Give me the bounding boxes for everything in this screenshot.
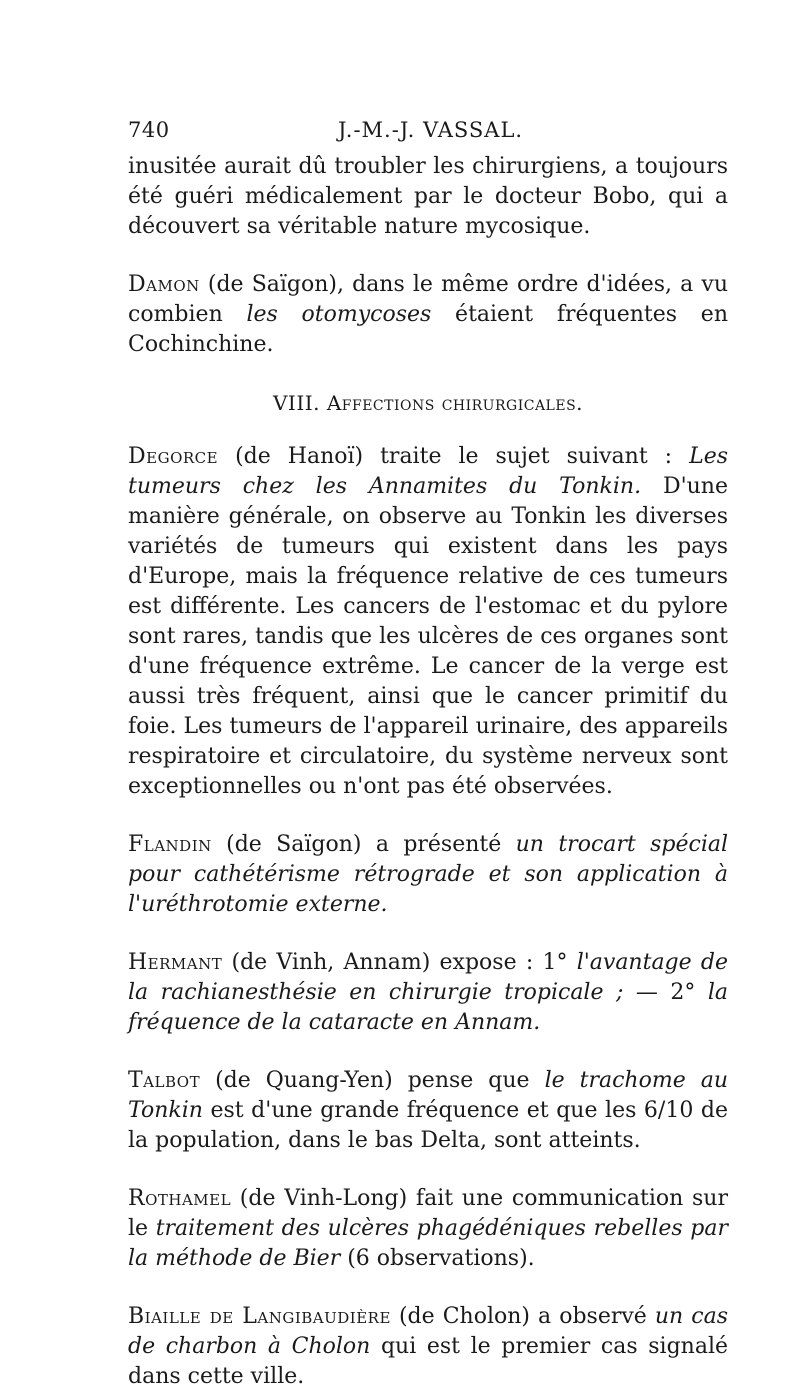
- paragraph-text: qui est le premier cas signalé dans cette ville.: [128, 1334, 729, 1389]
- paragraph-text: (6 observations).: [340, 1246, 535, 1271]
- paragraph-rothamel: [128, 1184, 728, 1274]
- paragraph-italic: l'avantage de la rachianesthésie en chirurgie tropicale ;: [128, 950, 728, 1005]
- page-header: [128, 118, 728, 152]
- paragraph-degorce: [128, 442, 728, 802]
- section-title: Affections chirurgicales.: [326, 391, 584, 415]
- paragraph-italic: un cas de charbon à Cholon: [128, 1304, 728, 1359]
- paragraph-text: (de Vinh-Long) fait une communication sur le: [128, 1186, 728, 1241]
- paragraph-italic: traitement des ulcères phagédéniques rebelles par la méthode de Bier: [128, 1216, 728, 1271]
- paragraph-italic: un trocart spécial pour cathétérisme rétrograde et son application à l'uréthrotomie externe.: [128, 832, 729, 917]
- paragraph-italic: les otomycoses: [246, 302, 432, 327]
- paragraph-flandin: [128, 830, 728, 920]
- paragraph-text: (de Quang-Yen) pense que: [200, 1068, 545, 1093]
- paragraph-italic: la fréquence de la cataracte en Annam.: [128, 980, 728, 1035]
- author-name: Rothamel: [128, 1186, 232, 1211]
- paragraph-text: (de Cholon) a observé: [390, 1304, 655, 1329]
- paragraph-text: (de Hanoï) traite le sujet suivant :: [218, 444, 690, 469]
- author-name: Biaille de Langibaudière: [128, 1304, 391, 1329]
- paragraph-text: étaient fréquentes en Cochinchine.: [128, 302, 728, 357]
- paragraph-italic: Les tumeurs chez les Annamites du Tonkin.: [128, 444, 728, 499]
- paragraph-text: (de Saïgon) a présenté: [211, 832, 516, 857]
- author-name: Flandin: [128, 832, 212, 857]
- author-name: Talbot: [128, 1068, 201, 1093]
- author-name: Damon: [128, 272, 200, 297]
- paragraph-text: est d'une grande fréquence et que les 6/10 de la population, dans le bas Delta, sont atteints.: [128, 1098, 728, 1153]
- running-head: J.-M.-J. VASSAL.: [338, 118, 524, 142]
- paragraph-text: (de Saïgon), dans le même ordre d'idées, a vu combien: [128, 272, 728, 327]
- section-heading: [128, 388, 728, 418]
- paragraph-text: — 2°: [623, 980, 708, 1005]
- paragraph-text: D'une manière générale, on observe au Tonkin les diverses variétés de tumeurs qui existent dans les pays d'Europe, mais la fréquence relative de ces tumeurs est différente. Les cancers de l'estomac et du pylore sont rares, tandis que les ulcères de ces organes sont d'une fréquence extrême. Le cancer de la verge est aussi très fréquent, ainsi que le cancer primitif du foie. Les tumeurs de l'appareil urinaire, des appareils respiratoire et circulatoire, du système nerveux sont exceptionnelles ou n'ont pas été observées.: [128, 474, 728, 799]
- paragraph-biaille: [128, 1302, 728, 1392]
- author-name: Degorce: [128, 444, 219, 469]
- section-numeral: VIII.: [272, 391, 320, 415]
- paragraph-text: (de Vinh, Annam) expose : 1°: [222, 950, 577, 975]
- paragraph-text: inusitée aurait dû troubler les chirurgiens, a toujours été guéri médicalement par le docteur Bobo, qui a découvert sa véritable nature mycosique.: [128, 154, 728, 239]
- paragraph-continuation: [128, 152, 728, 242]
- paragraph-talbot: [128, 1066, 728, 1156]
- paragraph-damon: [128, 270, 728, 360]
- paragraph-hermant: [128, 948, 728, 1038]
- author-name: Hermant: [128, 950, 223, 975]
- page-number: 740: [128, 118, 170, 142]
- paragraph-italic: le trachome au Tonkin: [128, 1068, 728, 1123]
